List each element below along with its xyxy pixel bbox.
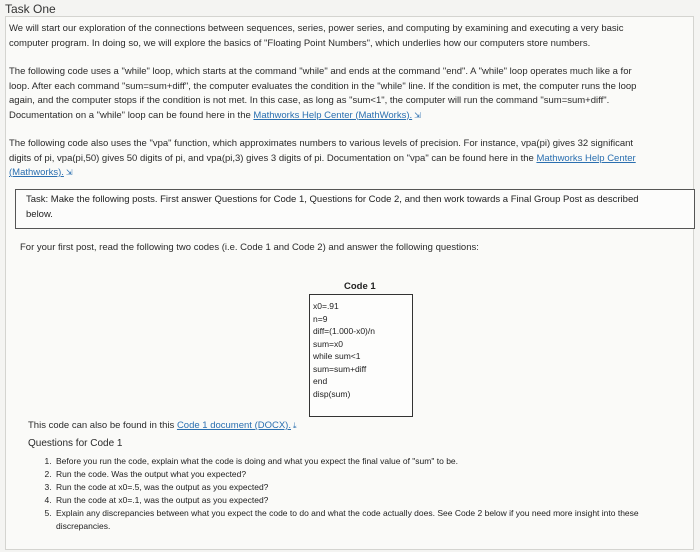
doc-note-text: This code can also be found in this xyxy=(28,420,177,431)
code-line: diff=(1.000-x0)/n xyxy=(313,326,375,336)
list-item: 3. Run the code at x0=.5, was the output as you expected? xyxy=(54,481,694,494)
mathworks-vpa-link[interactable]: Mathworks Help Center xyxy=(536,152,636,164)
code1-docx-link[interactable]: Code 1 document (DOCX). xyxy=(176,420,291,431)
list-item: 4. Run the code at x0=.1, was the output as you expected? xyxy=(54,494,694,507)
intro-p3-line1: The following code also uses the "vpa" function, which approximates numbers to various levels of precision. For instance, vpa(pi) gives 32 significant xyxy=(9,138,634,149)
code1-title: Code 1 xyxy=(344,281,376,292)
code-line: x0=.91 xyxy=(313,301,339,311)
intro-p2-line1: The following code uses a "while" loop, which starts at the command "while" and ends at the command "end". A "while" loop operates much like a for xyxy=(9,66,632,77)
mathworks-vpa-link-2[interactable]: (Mathworks). xyxy=(9,167,64,178)
code1-box xyxy=(309,294,413,417)
code-line: while sum<1 xyxy=(313,351,361,361)
code-line: sum=x0 xyxy=(313,338,343,349)
intro-p2-line2: loop. After each command "sum=sum+diff", the computer evaluates the condition in the "while" line. If the condition is met, the computer runs the loop xyxy=(9,80,637,92)
first-post-instruction: For your first post, read the following two codes (i.e. Code 1 and Code 2) and answer the following questions: xyxy=(20,242,479,253)
task-line2: below. xyxy=(26,208,53,220)
intro-p2-line3: again, and the computer stops if the condition is not met. In this case, as long as "sum<1", the computer will run the command "sum=sum+diff". xyxy=(9,95,610,106)
questions-list xyxy=(26,455,694,533)
intro-p3-line2 xyxy=(9,152,636,167)
task-line1: Task: Make the following posts. First answer Questions for Code 1, Questions for Code 2, and then work towards a Final Group Post as described xyxy=(26,194,639,205)
list-item: 2. Run the code. Was the output what you expected? xyxy=(54,468,694,481)
intro-p1-line1: We will start our exploration of the connections between sequences, series, power series, and computing by examining and executing a very basic xyxy=(9,23,624,34)
external-link-icon: ⇲ xyxy=(65,168,73,177)
code-line: sum=sum+diff xyxy=(313,363,367,374)
code1-doc-note xyxy=(28,419,297,434)
task-box xyxy=(15,189,695,229)
code-line: end xyxy=(313,376,328,386)
intro-paragraph-1 xyxy=(9,22,624,51)
intro-p2-line4 xyxy=(9,109,636,124)
intro-paragraph-2 xyxy=(9,65,636,123)
code-line: disp(sum) xyxy=(313,388,351,399)
list-item: 1. Before you run the code, explain what the code is doing and what you expect the final value of "sum" to be. xyxy=(54,455,694,468)
questions-heading: Questions for Code 1 xyxy=(28,438,123,449)
page-title: Task One xyxy=(5,2,56,16)
intro-p3-line3 xyxy=(9,166,636,181)
mathworks-while-link[interactable]: Mathworks Help Center (MathWorks). xyxy=(253,109,413,121)
list-item: 5. Explain any discrepancies between what you expect the code to do and what the code actually does. See Code 2 below if you need more insight into these discrepancies. xyxy=(54,507,694,533)
intro-p2-line4-text: Documentation on a "while" loop can be found here in the xyxy=(9,109,254,121)
intro-paragraph-3 xyxy=(9,137,636,181)
external-link-icon: ⇲ xyxy=(414,110,421,120)
intro-p1-line2: computer program. In doing so, we will explore the basics of "Floating Point Numbers", which underlies how our computers store numbers. xyxy=(9,37,591,49)
download-icon: ⤓ xyxy=(292,421,297,430)
code-line: n=9 xyxy=(313,313,328,324)
intro-p3-line2-text: digits of pi, vpa(pi,50) gives 50 digits of pi, and vpa(pi,3) gives 3 digits of pi. Documentation on "vpa" can be found here in the xyxy=(9,152,537,164)
